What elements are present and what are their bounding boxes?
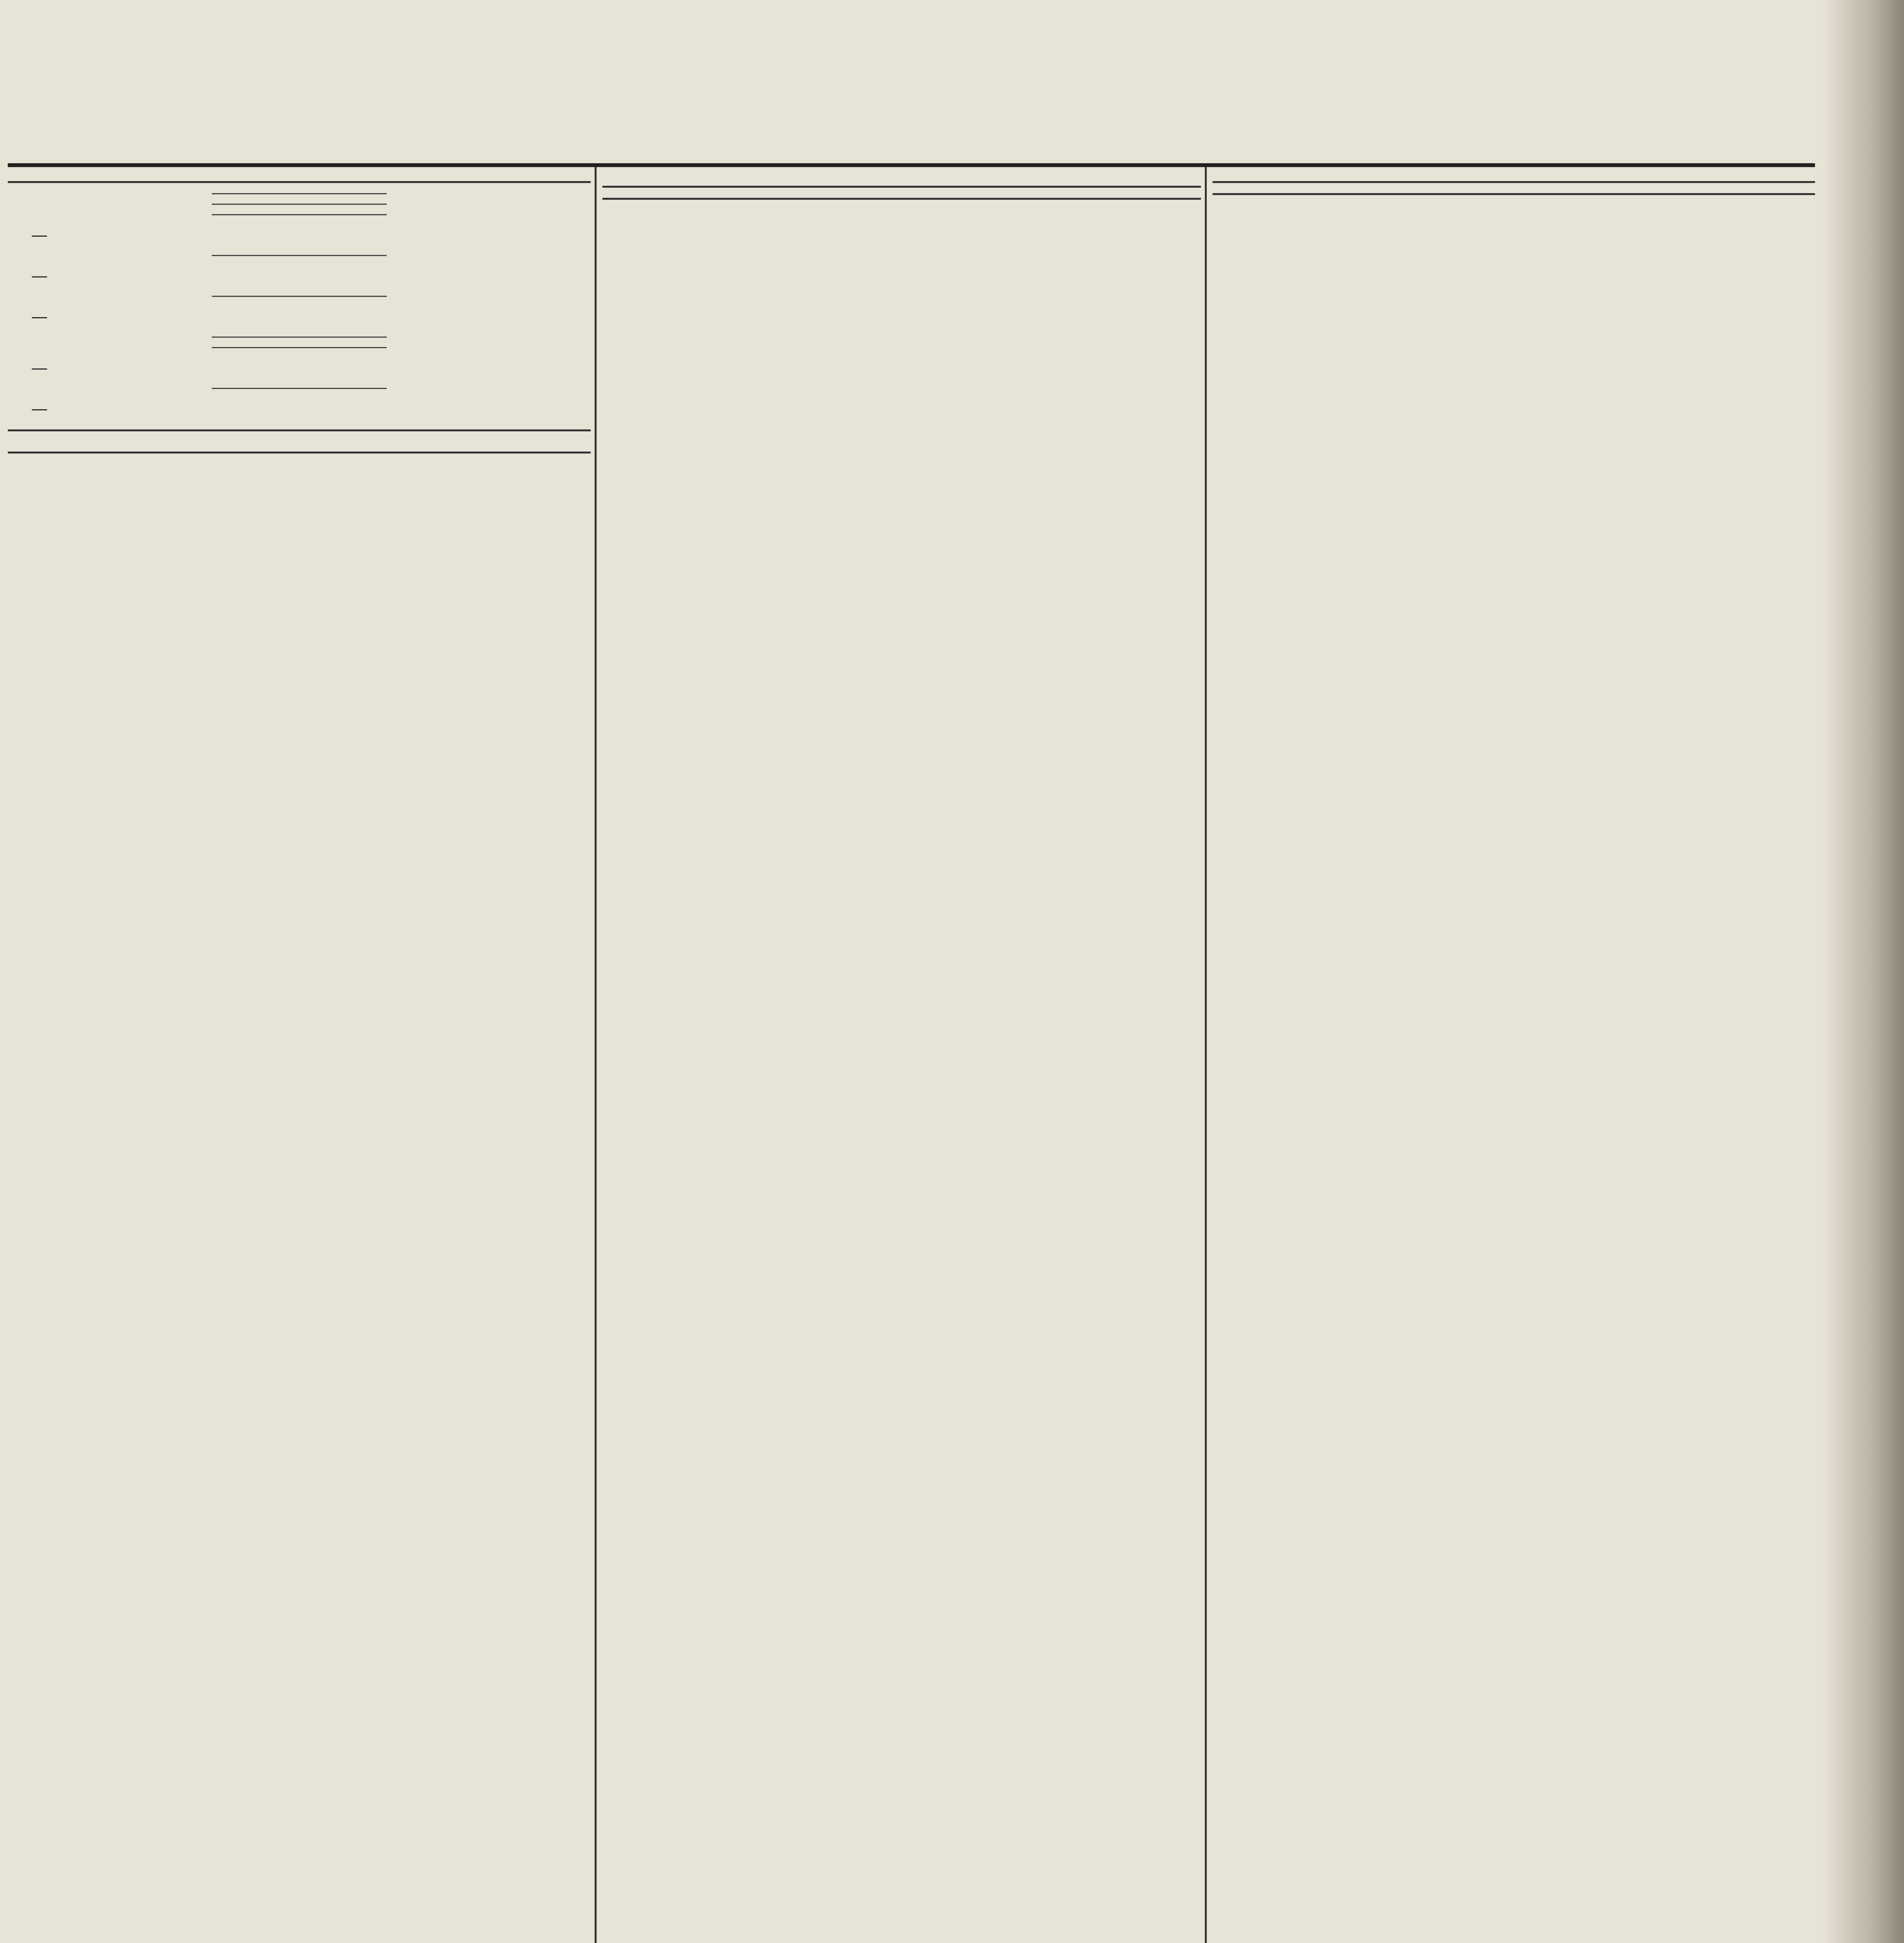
separator	[8, 181, 591, 183]
separator	[602, 198, 1201, 200]
page-edge-shadow	[1822, 0, 1904, 1943]
separator	[212, 388, 387, 389]
separator	[8, 429, 591, 431]
column-2	[602, 171, 1201, 1943]
notice: —	[31, 307, 48, 326]
separator	[1213, 193, 1815, 195]
separator	[212, 337, 387, 338]
separator	[212, 255, 387, 256]
notice: —	[31, 399, 48, 419]
column-1	[8, 171, 591, 1943]
notice: —	[31, 225, 48, 245]
column-3	[1213, 171, 1815, 1943]
top-rule	[8, 163, 1815, 167]
column-divider	[1205, 167, 1207, 1943]
separator	[212, 193, 387, 194]
page-header	[16, 117, 1803, 163]
separator	[602, 186, 1201, 188]
notice: —	[31, 266, 48, 286]
separator	[212, 204, 387, 205]
separator	[212, 296, 387, 297]
notice: —	[31, 358, 48, 378]
separator	[8, 452, 591, 453]
column-divider	[595, 167, 597, 1943]
separator	[1213, 181, 1815, 183]
separator	[212, 214, 387, 215]
separator	[212, 347, 387, 348]
